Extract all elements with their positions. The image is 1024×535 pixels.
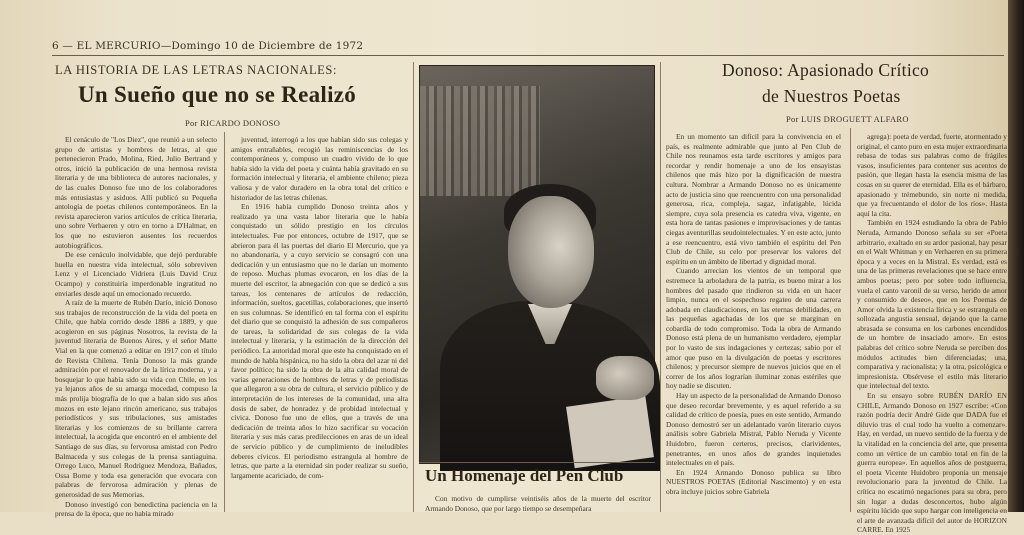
article3-byline: Por LUIS DROGUETT ALFARO xyxy=(786,114,909,124)
portrait-face xyxy=(508,196,594,308)
article2-headline: Un Homenaje del Pen Club xyxy=(425,466,624,485)
bookshelf-background xyxy=(420,86,540,196)
paragraph: Hay un aspecto de la personalidad de Armando Donoso que deseo recordar brevemente, y es aquel referido a su calidad de crítico de poesía, pues en este sentido, Armando Donoso demostró ser un adelantado varón literario cuyos análisis sobre Gabriela Mistral, Pablo Neruda y Vicente Huidobro, fueron certeros, precisos, clarividentes, penetrantes, en unos años de grandes inquietudes intelectuales en el país. xyxy=(666,391,841,468)
article1-byline: Por RICARDO DONOSO xyxy=(185,118,281,128)
paragraph: juventud, interrogó a los que habían sido sus colegas y amigos entrañables, recogió las reminiscencias de los contemporáneos y, compuso un cuadro vívido de lo que había sido la vida del poeta y cuánta había gravitado en su formación intelectual y literaria, el ambiente chileno; pieza valiosa y de valor duradero en la obra total del crítico e historiador de las letras chilenas. xyxy=(231,135,408,202)
paragraph: En 1916 había cumplido Donoso treinta años y realizado ya una vasta labor literaria que le había conquistado un sólido prestigio en los círculos intelectuales. Fue por entonces, octubre de 1917, que se abrieron para él las puertas del diario El Mercurio, que ya no abandonaría, y a cuyo servicio se consagró con una dedicación y un entusiasmo que no le darían un momento de reposo. Muchas plumas evocaron, en los días de la muerte del escritor, la abnegación con que se dedicó a sus tareas, los centenares de artículos de redacción, información, sueltos, gacetillas, colaboraciones, que insertó en sus columnas. Se identificó en tal forma con el espíritu del diario que se conquistó la adhesión de sus compañeros de tareas, la solidaridad de sus colegas de la vida intelectual y literaria, y la estimación de la dirección del periódico. La autoridad moral que este ha conquistado en el mundo de habla hispánica, no ha sido la obra del azar ni del favor político; ha sido la obra de la alta calidad moral de varias generaciones de hombres de letras y de periodistas que allegaron a su obra de cultura, el servicio público y de interpretación de los intereses de la comunidad, una alta dosis de saber, de honradez y de probidad intelectual y cívica. Donoso fue uno de ellos, que a través de una dedicación de treinta años lo hizo sacrificar su vocación literaria y sus más caras predilecciones en aras de un ideal de servicio público y de cumplimiento de ineludibles deberes cívicos. El periodismo estrangula al hombre de letras, que parte a la eternidad sin poder realizar su sueño, largamente acariciado, de com- xyxy=(231,202,408,480)
article2-column xyxy=(425,494,651,512)
article1-kicker: LA HISTORIA DE LAS LETRAS NACIONALES: xyxy=(55,63,338,77)
article1-headline: Un Sueño que no se Realizó xyxy=(78,82,357,107)
article3-column-2 xyxy=(857,132,1007,535)
article3-headline-line2: de Nuestros Poetas xyxy=(762,86,901,106)
article1-column-2 xyxy=(231,135,408,512)
paragraph: Con motivo de cumplirse veintiséis años de la muerte del escritor Armando Donoso, que por largo tiempo se desempeñara xyxy=(425,494,651,513)
column-divider xyxy=(850,128,851,512)
page-folio: 6 — EL MERCURIO—Domingo 10 de Diciembre de 1972 xyxy=(52,40,364,52)
paragraph: Cuando arrecian los vientos de un temporal que estremece la arboladura de la patria, es bueno mirar a los hombres del pasado que rindieron su vida en un hacer limpio, nunca en el sospechoso regateo de una carrera adobada en claudicaciones, en las eternas debilidades, en las pequeñas agachadas de los que se marginan en cobardía de todo compromiso. Toda la obra de Armando Donoso está plena de un humanismo verdadero, ejemplar por lo vasto de sus indagaciones y certezas; sabio por el amor que puso en la divulgación de poetas y escritores chilenos; y precursor siempre de nuevos juicios que en el correr de los años lograrían iluminar zonas estériles que hoy nadie se discuten. xyxy=(666,266,841,391)
header-rule xyxy=(52,55,1004,56)
paragraph: En 1924 Armando Donoso publica su libro NUESTROS POETAS (Editorial Nascimento) y en esta obra incluye juicios sobre Gabriela xyxy=(666,467,841,496)
paragraph: También en 1924 estudiando la obra de Pablo Neruda, Armando Donoso señala su ser «Poeta arbitrario, exaltado en su ardor pasional, hay pesar en el Walt Whitman y en Verhaeren en su primera época y a veces en la Mistral. Es verdad, está es una de las primeras revelaciones que se hace entre ambos poetas; pero por sobre todo influencia, vuela el canto varonil de su verso, herido de amor y consumido de deseo», que en los Poemas de Amor olvida la existencia lírica y se estrangula en sollozada angustia sensual, dejando que la carne abrasada se consuma en los carbones encendidos de un hombre de insaciado amor». En estos palabras del crítico sobre Neruda se perciben dos módulos actitudes bien diferenciadas; una, comparativa y racionalista; y la otra, psicológica e impresionista. Obsérvese el estilo más literario que intelectual del texto. xyxy=(857,218,1007,391)
page-edge-shadow xyxy=(1008,0,1024,512)
paragraph: Donoso investigó con benedictina paciencia en la prensa de la época, que no había mirado xyxy=(55,499,217,519)
paragraph: agrega): poeta de verdad, fuerte, atormentado y original, el canto puro en esta mujer extraordinaria rebasa de todas sus palabras como de frágiles vasos, insuficientes para contener sus acentos de pasión, que llegan hasta la esencia misma de las cosas en su querer de eternidad. Ella es el bárbaro, apasionado y trémebundo, sin norte ni medida, que ya frecuentando el dolor de los ríos». Hasta aquí la cita. xyxy=(857,132,1007,218)
photo-rule xyxy=(419,462,655,463)
paragraph: De ese cenáculo inolvidable, que dejó perdurable huella en nuestra vida intelectual, sólo sobreviven Lenz y el Licenciado Vidriera (Luis David Cruz Ocampo) y constituiría imperdonable ingratitud no enviarles desde aquí un emocionado recuerdo. xyxy=(55,250,217,298)
article3-column-1 xyxy=(666,132,841,512)
column-divider xyxy=(413,62,414,512)
column-divider xyxy=(660,62,661,512)
paragraph: En un momento tan difícil para la convivencia en el país, es realmente admirable que junto al Pen Club de Chile nos reunamos esta tarde escritores y amigos para recordar y rendir homenaje a uno de los ensayistas chilenos que más hizo por la dignificación de nuestra cultura. Nombrar a Armando Donoso no es únicamente acto de justicia sino que reencuentro con una personalidad generosa, rica, compleja, sagaz, infatigable, lúcida siempre, cuya sola presencia es catedra viva, vigente, en esta hora de tantas pasiones e improvisaciones y de tantas ciegas aventurillas seudointelectuales. Y en este acto, junto a ese reencuentro, está vivo también el espíritu del Pen Club de Chile, su celo por preservar los valores del espíritu en un ámbito de libertad y dignidad moral. xyxy=(666,132,841,266)
paragraph: El cenáculo de "Los Diez", que reunió a un selecto grupo de artistas y hombres de letras, al que pertenecieron Prado, Molina, Ried, Julio Bertrand y otros, inició la publicación de una hermosa revista literaria y de una biblioteca de autores nacionales, y de las cuales Donoso fue uno de los colaboradores más entusiastas y asiduos. Allí publicó su Pequeña antología de poetas chilenos contemporáneos. En la revista aparecieron varios artículos de crítica literaria, uno sobre Verhaeren y otro en torno a D'Halmar, en los que no estuvieron ausentes los recuerdos autobiográficos. xyxy=(55,135,217,250)
portrait-hand xyxy=(596,356,654,400)
article1-column-1 xyxy=(55,135,217,519)
portrait-paper xyxy=(566,396,654,469)
paragraph: En su ensayo sobre RUBÉN DARÍO EN CHILE, Armando Donoso en 1927 escribe: «Con razón podría decir André Gide que DADA fue el diluvio tras el cual todo ha vuelto a comenzar». Hay, en verdad, un nuevo sentido de la fuerza y de la vitalidad en la conciencia del arte, que presenta como un vértice de un cambio total en fin de la guerra europea». En aquellos años de postguerra, el poeta Vicente Huidobro proponía un mensaje revolucionario para la juventud de Chile. La crítica no escatimó negaciones para su obra, pero sin lugar a dudas desconcertos, hubo algún espíritu lúcido que supo hargar con inteligencia en el arte de avanzada difícil del autor de HORIZON CARRE. En 1925 xyxy=(857,391,1007,535)
paragraph: A raíz de la muerte de Rubén Darío, inició Donoso sus trabajos de reconstrucción de la vida del poeta en Chile, que había corrido desde 1886 a 1889, y que acogieron en sus páginas Nosotros, la revista de la juventud literaria de Buenos Aires, y el señor Matte Vial en la que comenzó a editar en 1917 con el título de Revista Chilena. Tenía Donoso la más grande admiración por el renovador de la lírica moderna, y a bosquejar lo que había sido su vida con Chile, en los ya lejanos años de su amarga mocedad, compuso la más prolija biografía de lo que a balan sido sus años mozos en este lejano rincón americano, sus trabajos periodísticos y sus tribulaciones, sus amistades literarias y los comienzos de su brillante carrera intelectual, la acogida que encontró en el ambiente del Santiago de sus días, su fervorosa amistad con Pedro Balmaceda y sus colegas de la prensa santiaguina. Orrego Luco, Manuel Rodríguez Mendoza, Bañados, Ossa Borne y toda esa generación que evocara con palabras de fervorosa admiración y plenas de generosidad de sus Memorias. xyxy=(55,298,217,499)
portrait-photo xyxy=(419,65,655,464)
column-divider xyxy=(224,132,225,512)
article3-headline-line1: Donoso: Apasionado Crítico xyxy=(722,60,930,80)
